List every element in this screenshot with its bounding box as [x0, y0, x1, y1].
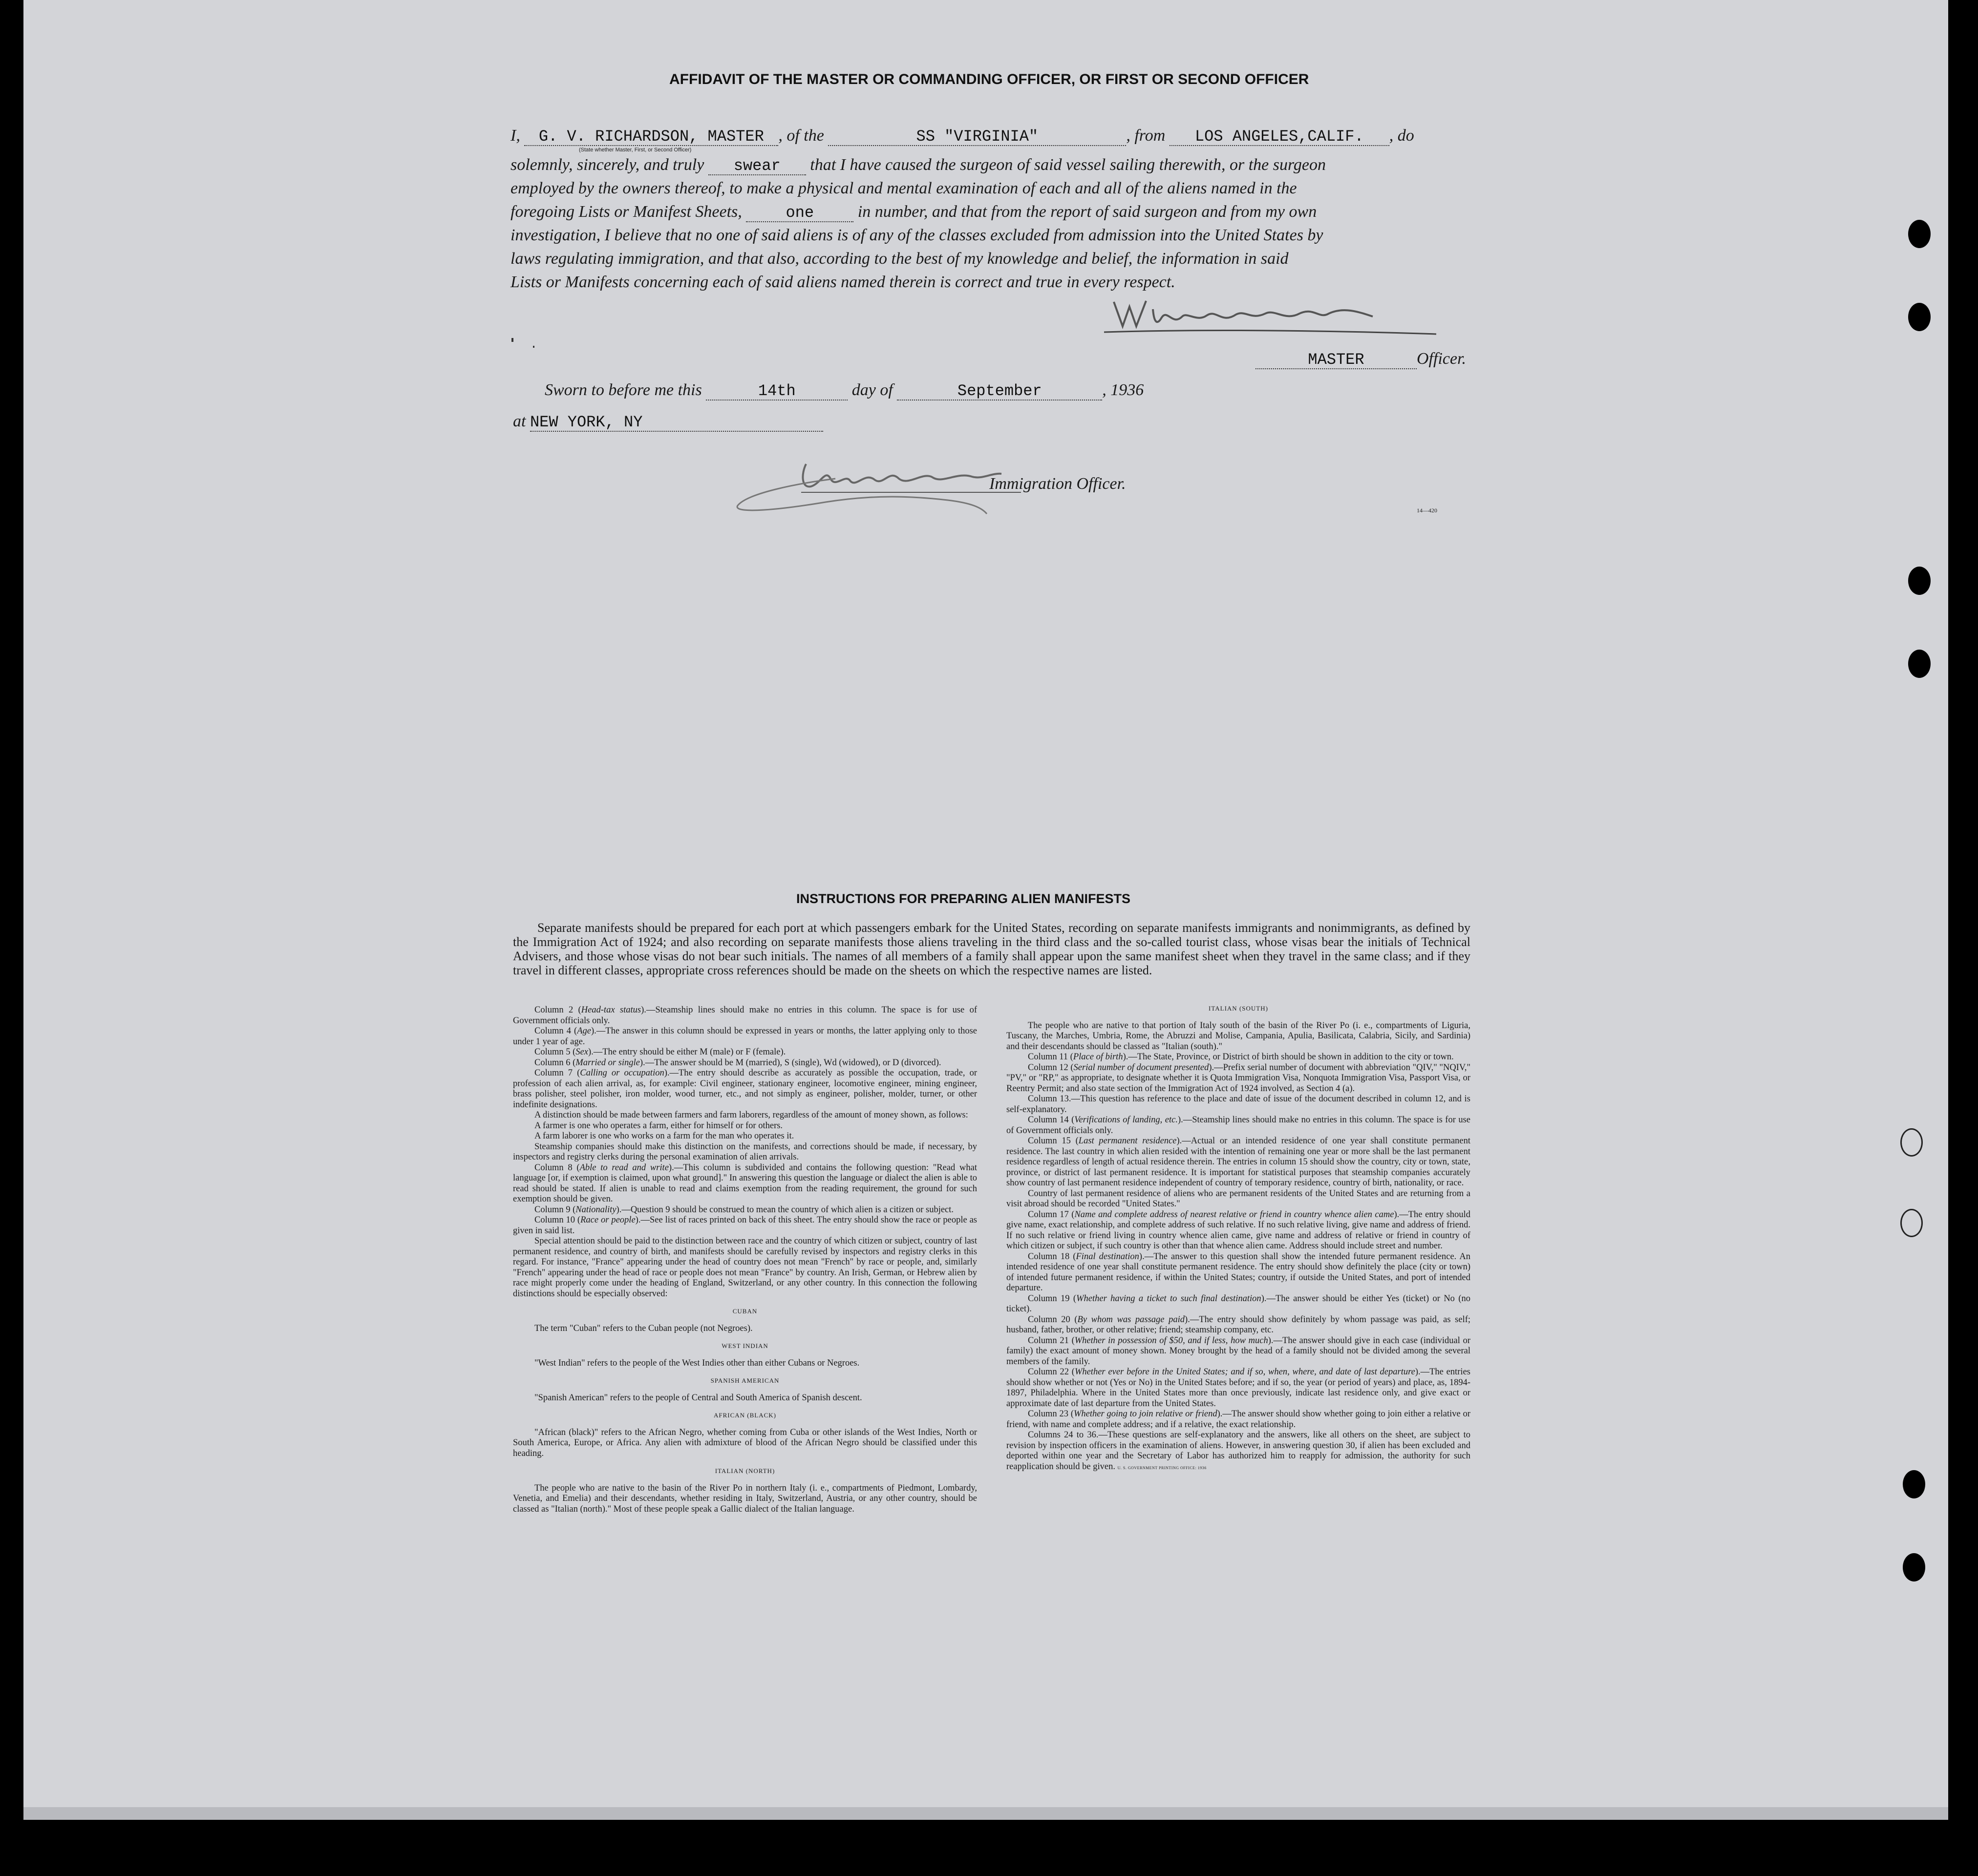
- affidavit-line-4-post: in number, and that from the report of said surgeon and from my own: [857, 203, 1317, 221]
- vessel-name-field: SS "VIRGINIA": [828, 128, 1126, 146]
- column-2-note: Column 2 (Head-tax status).—Steamship lines should make no entries in this column. The space is for use of Government officials only.: [513, 1005, 978, 1026]
- punch-hole-icon: [1908, 567, 1931, 595]
- year-prefix: , 19: [1102, 381, 1127, 399]
- instructions-left-column: [513, 1005, 977, 1515]
- instructions-title: INSTRUCTIONS FOR PREPARING ALIEN MANIFESTS: [796, 891, 1131, 906]
- officer-suffix: Officer.: [1417, 350, 1467, 368]
- column-23-note: Column 23 (Whether going to join relative or friend).—The answer should show whether going to join either a relative or friend, with name and complete address; and if a relative, the exact relationship.: [1006, 1409, 1470, 1430]
- sworn-pre: Sworn to before me this: [545, 381, 702, 399]
- cuban-heading: CUBAN: [732, 1307, 758, 1315]
- italian-north-definition: The people who are native to the basin of the River Po in northern Italy (i. e., compartments of Piedmont, Lombardy, Venetia, and Emelia) and their descendants, whether residing in Italy, Switzerland, Austria, or any other country, should be classed as "Italian (north)." Most of these people speak a Gallic dialect of the Italian language.: [513, 1483, 977, 1514]
- column-19-note: Column 19 (Whether having a ticket to such final destination).—The answer should be either Yes (ticket) or No (no ticket).: [1006, 1293, 1470, 1314]
- steamship-paragraph: Steamship companies should make this distinction on the manifests, and corrections should be made, if necessary, by inspectors and registry clerks during the personal examination of alien arrivals.: [513, 1141, 977, 1162]
- affidavit-line-2: [510, 153, 1468, 177]
- african-definition: "African (black)" refers to the African Negro, whether coming from Cuba or other islands of the West Indies, North or South America, Europe, or Africa. Any alien with admixture of blood of the African Negro should be classified under this heading.: [513, 1427, 977, 1458]
- stray-mark: [533, 346, 534, 348]
- officer-signature: [1099, 292, 1441, 341]
- sworn-day-field: 14th: [706, 383, 848, 400]
- affidavit-line-5: investigation, I believe that no one of said aliens is of any of the classes excluded from admission into the United States by: [510, 226, 1323, 244]
- column-21-note: Column 21 (Whether in possession of $50, and if less, how much).—The answer should give in each case (individual or family) the exact amount of money shown. Money brought by the head of a family should not be divided among the several members of the family.: [1006, 1335, 1470, 1367]
- column-10-note: Column 10 (Race or people).—See list of races printed on back of this sheet. The entry should show the race or people as given in said list.: [513, 1215, 977, 1236]
- punch-hole-icon: [1903, 1553, 1925, 1581]
- column-6-note: Column 6 (Married or single).—The answer should be M (married), S (single), Wd (widowed), or D (divorced).: [534, 1057, 941, 1068]
- day-of-text: day of: [851, 381, 893, 399]
- italian-south-heading: ITALIAN (SOUTH): [1209, 1005, 1268, 1012]
- sworn-place-line: [513, 412, 823, 432]
- affidavit-line-6: laws regulating immigration, and that also, according to the best of my knowledge and belief, the information in said: [510, 250, 1289, 268]
- cuban-definition: The term "Cuban" refers to the Cuban people (not Negroes).: [534, 1323, 753, 1333]
- race-country-paragraph: Special attention should be paid to the distinction between race and the country of which citizen or subject, country of last permanent residence, and country of birth, and manifests should be carefully revised by inspectors and registry clerks in this regard. For instance, "France" appearing under the head of country does not mean "French" by race or people, and, similarly "French" appearing under the head of race or people does not mean "France" by country. An Irish, German, or Hebrew alien by race might properly come under the heading of England, Switzerland, or any other country. In this connection the following distinctions should be especially observed:: [513, 1236, 977, 1299]
- oath-type-field: swear: [708, 158, 806, 175]
- spanish-american-definition: "Spanish American" refers to the people of Central and South America of Spanish descent.: [534, 1392, 862, 1403]
- punch-hole-icon: [1908, 650, 1931, 678]
- column-8-note: Column 8 (Able to read and write).—This column is subdivided and contains the following question: "Read what language [or, if exemption is claimed, upon what ground]." In answering this question the language or dialect the alien is able to read should be stated. If alien is unable to read and claims exemption from the reading requirement, the ground for such exemption should be given.: [513, 1162, 978, 1204]
- officer-name-field: G. V. RICHARDSON, MASTER: [524, 128, 778, 146]
- column-20-note: Column 20 (By whom was passage paid).—The entry should show definitely by whom passage was paid, as self; husband, father, brother, or other relative; friend; steamship company, etc.: [1006, 1314, 1471, 1335]
- at-text: at: [513, 412, 526, 430]
- column-9-note: Column 9 (Nationality).—Question 9 should be construed to mean the country of which alien is a citizen or subject.: [534, 1204, 954, 1215]
- punch-hole-icon: [1900, 1128, 1923, 1157]
- officer-title-line: [1255, 350, 1470, 369]
- affidavit-line-4: [510, 200, 1468, 224]
- immigration-officer-title: Immigration Officer.: [989, 475, 1126, 493]
- sheet-bottom-edge: [23, 1807, 1948, 1820]
- departure-port-field: LOS ANGELES,CALIF.: [1170, 128, 1389, 146]
- of-the-text: , of the: [778, 126, 824, 145]
- sheet-count-field: one: [746, 205, 853, 222]
- affidavit-line-2-post: that I have caused the surgeon of said vessel sailing therewith, or the surgeon: [810, 156, 1326, 174]
- spanish-american-heading: SPANISH AMERICAN: [710, 1377, 780, 1384]
- affidavit-title: AFFIDAVIT OF THE MASTER OR COMMANDING OFFICER, OR FIRST OR SECOND OFFICER: [669, 71, 1309, 87]
- instructions-intro-text: Separate manifests should be prepared for each port at which passengers embark for the United States, recording on separate manifests immigrants and nonimmigrants, as defined by the Immigration Act of 1924; and also recording on separate manifests those aliens traveling in the third class and the so-called tourist class, whose visas bear the initials of Technical Advisers, and those whose visas do not bear such initials. The names of all members of a family shall appear upon the same manifest sheet when they travel in the same class; and if they travel in different classes, appropriate cross references should be made on the sheets on which the respective names are listed.: [513, 921, 1470, 977]
- stray-mark: [511, 338, 513, 342]
- affidavit-line-1: [510, 124, 1468, 148]
- punch-hole-icon: [1903, 1470, 1925, 1498]
- italian-south-definition: The people who are native to that portion of Italy south of the basin of the River Po (i. e., compartments of Liguria, Tuscany, the Marches, Umbria, Rome, the Abruzzi and Molise, Campania, Apulia, Basilicata, Calabria, Sicily, and Sardinia) and their descendants should be classed as "Italian (south).": [1006, 1020, 1470, 1052]
- italian-north-heading: ITALIAN (NORTH): [715, 1467, 775, 1475]
- west-indian-heading: WEST INDIAN: [722, 1342, 768, 1349]
- farm-laborer-definition: A farm laborer is one who works on a farm for the man who operates it.: [534, 1131, 794, 1141]
- affidavit-pronoun: I,: [510, 126, 520, 145]
- punch-hole-icon: [1908, 303, 1931, 331]
- column-7-note: Column 7 (Calling or occupation).—The entry should describe as accurately as possible the occupation, trade, or profession of each alien arrival, as, for example: Civil engineer, stationary engineer, locomotive engineer, mining engineer, brass polisher, steel polisher, iron molder, wood turner, etc., and not simply as engineer, polisher, molder, turner, or other indefinite designations.: [513, 1068, 978, 1110]
- column-11-note: Column 11 (Place of birth).—The State, Province, or District of birth should be shown in addition to the city or town.: [1028, 1052, 1454, 1062]
- column-22-note: Column 22 (Whether ever before in the United States; and if so, when, where, and date of last departure).—The entries should show whether or not (Yes or No) in the United States before; and if so, the year (or period of years) and place, as, 1894-1897, Philadelphia. Where in the United States more than once previously, indicate last residence only, and give exact or approximate date of last departure from the United States.: [1006, 1367, 1470, 1409]
- african-heading: AFRICAN (BLACK): [713, 1412, 777, 1419]
- punch-hole-icon: [1900, 1209, 1923, 1237]
- punch-hole-icon: [1908, 220, 1931, 248]
- affidavit-line-4-pre: foregoing Lists or Manifest Sheets,: [510, 203, 742, 221]
- column-15-note: Column 15 (Last permanent residence).—Actual or an intended residence of one year shall constitute permanent residence. The last country in which alien resided with the intention of remaining one year or more shall be the last permanent residence regardless of length of actual residence therein. The entries in column 15 should show the country, city or town, state, province, or district of last permanent residence. It is important for statistical purposes that steamship companies accurately show country of last permanent residence independent of country of temporary residence, country of birth, nationality, or race.: [1006, 1136, 1470, 1188]
- affidavit-line-7: Lists or Manifests concerning each of said aliens named therein is correct and true in every respect.: [510, 273, 1175, 291]
- column-17-note: Column 17 (Name and complete address of nearest relative or friend in country whence alien came).—The entry should give name, exact relationship, and complete address of such relative. If no such relative living, give name and address of friend. If no such relative or friend living in country whence alien came, give name and address of relative or friend in country of which citizen or subject, if such country is other than that whence alien came. Address should include street and number.: [1006, 1209, 1471, 1251]
- officer-rank-note: (State whether Master, First, or Second Officer): [579, 147, 692, 153]
- returning-residents-paragraph: Country of last permanent residence of aliens who are permanent residents of the United States and are returning from a visit abroad should be recorded "United States.": [1006, 1188, 1470, 1209]
- affidavit-line-2-pre: solemnly, sincerely, and truly: [510, 156, 704, 174]
- do-text: , do: [1389, 126, 1414, 145]
- sworn-year: 36: [1127, 381, 1144, 399]
- column-4-note: Column 4 (Age).—The answer in this column should be expressed in years or months, the latter applying only to those under 1 year of age.: [513, 1026, 978, 1047]
- column-18-note: Column 18 (Final destination).—The answer to this question shall show the intended future permanent residence. An intended residence of one year shall constitute permanent residence. The entry should show definitely the place (city or town) of intended future permanent residence, if within the United States; country, if outside the United States, and port of intended departure.: [1006, 1251, 1471, 1293]
- west-indian-definition: "West Indian" refers to the people of the West Indies other than either Cubans or Negroes.: [534, 1358, 860, 1368]
- printer-imprint: U. S. GOVERNMENT PRINTING OFFICE: 1936: [1117, 1465, 1207, 1470]
- instructions-right-column: [1006, 1003, 1470, 1473]
- farm-distinction-paragraph: A distinction should be made between farmers and farm laborers, regardless of the amount of money shown, as follows:: [534, 1110, 968, 1120]
- column-5-note: Column 5 (Sex).—The entry should be either M (male) or F (female).: [534, 1047, 786, 1057]
- instructions-intro: [513, 921, 1470, 977]
- column-13-note: Column 13.—This question has reference to the place and date of issue of the document described in column 12, and is self-explanatory.: [1006, 1094, 1470, 1115]
- column-14-note: Column 14 (Verifications of landing, etc.).—Steamship lines should make no entries in this column. The space is for use of Government officials only.: [1006, 1115, 1471, 1136]
- column-12-note: Column 12 (Serial number of document presented).—Prefix serial number of document with abbreviation "QIV," "NQIV," "PV," or "RP," as appropriate, to designate whether it is Quota Immigration Visa, Nonquota Immigration Visa, Passport Visa, or Reentry Permit; and also state section of the Immigration Act of 1924 involved, as Section 4 (a).: [1006, 1062, 1470, 1094]
- columns-24-36-note: Columns 24 to 36.—These questions are self-explanatory and the answers, like all others on the sheet, are subject to revision by inspection officers in the examination of aliens. However, in answering question 30, if alien has been excluded and deported within one year and the Secretary of Labor has authorized him to reapply for admission, the authority for such reapplication should be given. U. S. GOVERNMENT PRINTING OFFICE: 1936: [1006, 1430, 1470, 1472]
- sworn-month-field: September: [897, 383, 1102, 400]
- officer-title-field: MASTER: [1255, 352, 1417, 369]
- affidavit-line-3: employed by the owners thereof, to make a physical and mental examination of each and all of the aliens named in the: [510, 179, 1297, 197]
- form-number: 14—420: [1417, 507, 1437, 514]
- from-text: , from: [1126, 126, 1166, 145]
- sworn-line: [545, 381, 1144, 400]
- sworn-place-field: NEW YORK, NY: [530, 414, 823, 432]
- farmer-definition: A farmer is one who operates a farm, either for himself or for others.: [534, 1120, 783, 1131]
